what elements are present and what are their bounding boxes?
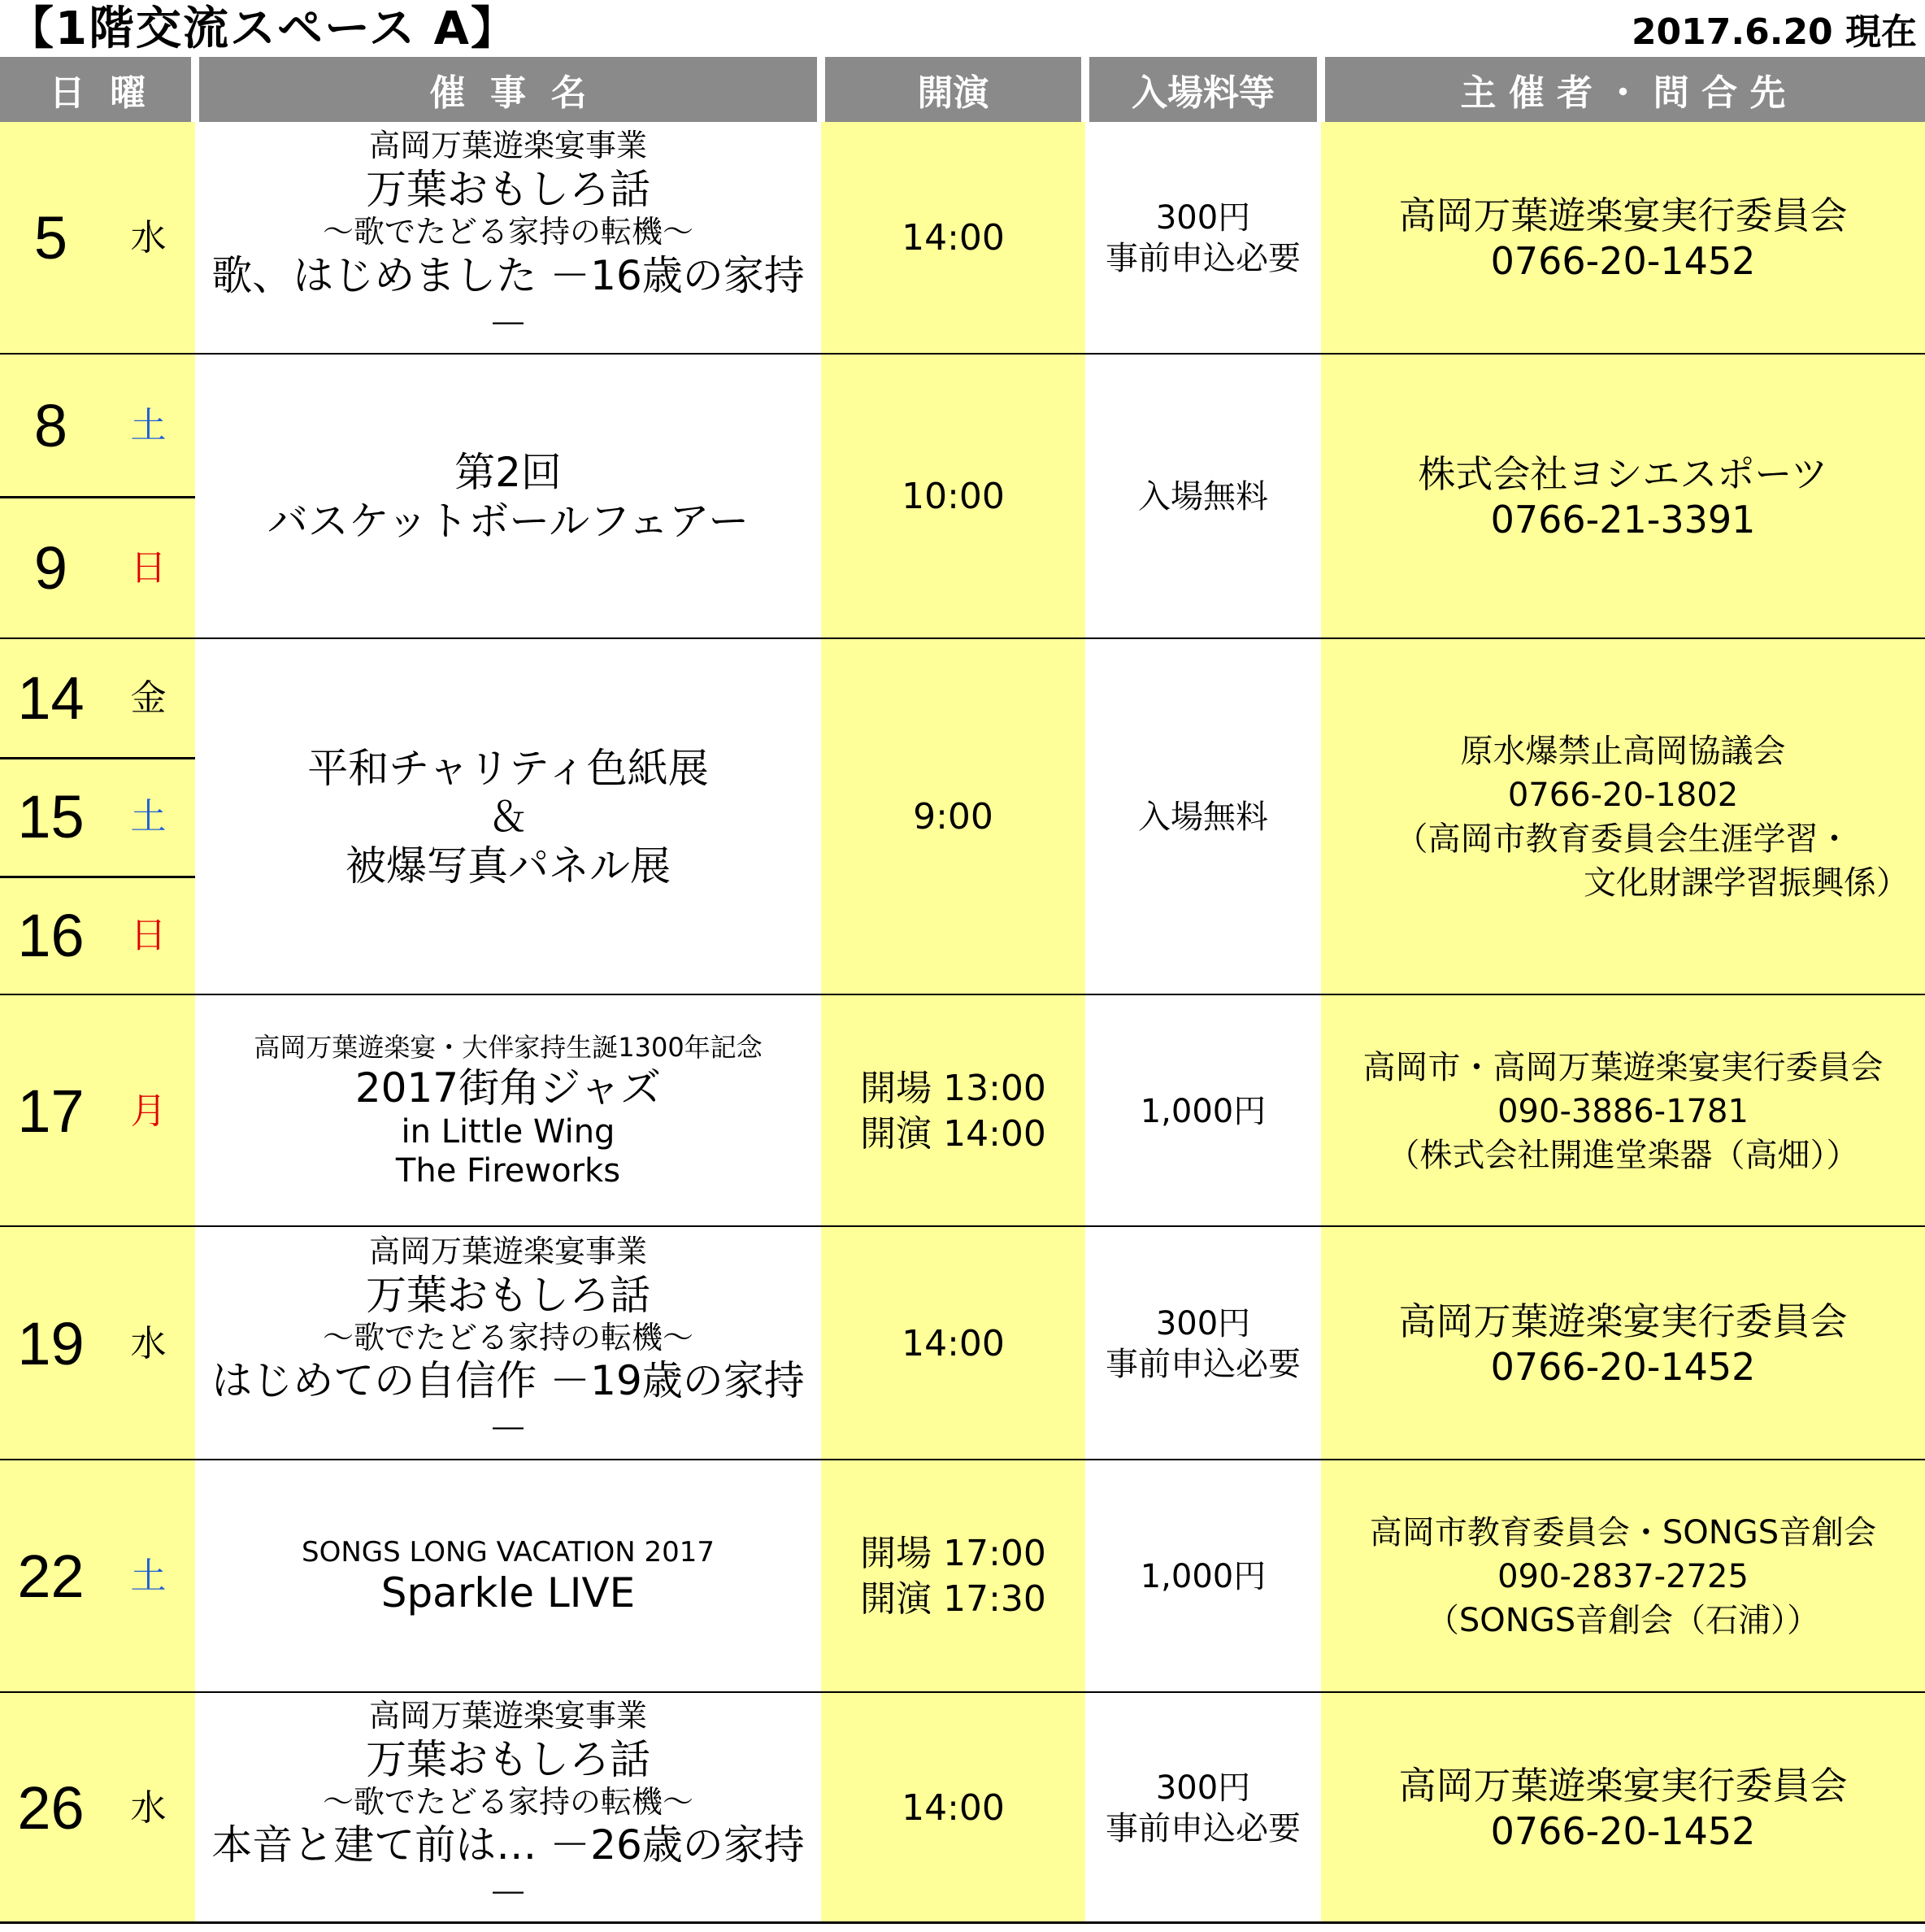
contact-phone: 0766-20-1452: [1490, 239, 1756, 283]
organizer-name: 株式会社ヨシエスポーツ: [1418, 452, 1828, 496]
organizer-name: （SONGS音創会（石浦））: [1426, 1602, 1820, 1639]
weekday-label: 土: [130, 796, 167, 838]
weekday-label: 土: [130, 1556, 167, 1597]
event-line: SONGS LONG VACATION 2017: [301, 1535, 715, 1569]
fee-cell: [1085, 1227, 1321, 1460]
weekday-label: 金: [130, 677, 167, 719]
admission-fee: 1,000円: [1140, 1092, 1267, 1130]
header-divider: [817, 57, 825, 122]
weekday-label: 土: [130, 404, 167, 446]
event-line: ＆: [488, 794, 528, 841]
date-cell: [0, 1227, 195, 1460]
header-organizer-contact: 主 催 者 ・ 問 合 先: [1321, 57, 1925, 122]
date-cell: [0, 995, 195, 1227]
organizer-name: 高岡万葉遊楽宴実行委員会: [1398, 194, 1848, 237]
day-number: 5: [33, 204, 68, 272]
event-line: Sparkle LIVE: [380, 1569, 636, 1617]
date-cell: [0, 122, 195, 355]
date-divider: [0, 757, 195, 759]
start-time-cell: [821, 995, 1085, 1227]
header-divider: [191, 57, 199, 122]
organizer-cell: [1321, 122, 1925, 355]
date-cell: [0, 355, 195, 497]
weekday-label: 水: [130, 217, 167, 259]
event-line: 高岡万葉遊楽宴事業: [368, 1697, 647, 1734]
organizer-name: 高岡万葉遊楽宴実行委員会: [1398, 1299, 1848, 1343]
start-time-cell: [821, 122, 1085, 355]
day-number: 22: [17, 1543, 85, 1610]
as-of-date: 2017.6.20 現在: [1631, 11, 1917, 53]
event-line: ～歌でたどる家持の転機～: [322, 1783, 693, 1820]
organizer-cell: [1321, 1460, 1925, 1693]
event-cell: [195, 639, 821, 995]
start-time-cell: [821, 639, 1085, 995]
day-number: 14: [17, 664, 85, 732]
start-time: 開場 17:00: [860, 1533, 1046, 1574]
day-number: 26: [17, 1773, 85, 1842]
start-time: 開場 13:00: [860, 1067, 1046, 1109]
event-line: 第2回: [454, 449, 562, 496]
row-divider: [0, 1921, 1925, 1924]
fee-cell: [1085, 1460, 1321, 1693]
date-cell: [0, 1693, 195, 1923]
event-line: 2017街角ジャズ: [354, 1064, 662, 1112]
organizer-name: 高岡市・高岡万葉遊楽宴実行委員会: [1362, 1048, 1884, 1086]
event-line: 高岡万葉遊楽宴・大伴家持生誕1300年記念: [254, 1032, 763, 1064]
organizer-name: （高岡市教育委員会生涯学習・: [1395, 820, 1851, 858]
event-line: in Little Wing: [401, 1112, 615, 1151]
header-divider: [1317, 57, 1325, 122]
fee-cell: [1085, 639, 1321, 995]
admission-fee: 1,000円: [1140, 1558, 1267, 1595]
organizer-cell: [1321, 1693, 1925, 1923]
start-time: 開演 14:00: [860, 1112, 1046, 1155]
organizer-name: 高岡万葉遊楽宴実行委員会: [1398, 1763, 1848, 1808]
organizer-name: 文化財課学習振興係）: [1584, 864, 1909, 902]
event-line: 歌、はじめました －16歳の家持－: [211, 251, 805, 348]
admission-fee: 入場無料: [1138, 478, 1268, 516]
weekday-label: 水: [130, 1786, 167, 1829]
organizer-name: 原水爆禁止高岡協議会: [1460, 733, 1786, 770]
contact-phone: 0766-20-1452: [1490, 1808, 1756, 1853]
date-divider: [0, 876, 195, 878]
start-time-cell: [821, 1693, 1085, 1923]
event-cell: [195, 1693, 821, 1923]
day-number: 9: [33, 533, 68, 602]
date-divider: [0, 496, 195, 498]
start-time: 開演 17:30: [860, 1578, 1046, 1620]
date-cell: [0, 758, 195, 877]
contact-phone: 0766-21-3391: [1490, 498, 1756, 542]
start-time: 14:00: [902, 1322, 1005, 1364]
event-line: 万葉おもしろ話: [366, 166, 650, 213]
event-line: ～歌でたどる家持の転機～: [322, 214, 693, 250]
admission-fee: 事前申込必要: [1106, 1809, 1301, 1847]
event-line: 万葉おもしろ話: [366, 1735, 650, 1783]
event-line: 万葉おもしろ話: [366, 1271, 650, 1319]
event-line: The Fireworks: [395, 1151, 621, 1190]
organizer-name: （株式会社開進堂楽器（高畑））: [1387, 1136, 1859, 1174]
day-number: 17: [17, 1077, 85, 1145]
contact-phone: 0766-20-1452: [1490, 1344, 1756, 1389]
admission-fee: 300円: [1155, 1304, 1251, 1342]
admission-fee: 事前申込必要: [1106, 1345, 1301, 1383]
fee-cell: [1085, 1693, 1321, 1923]
fee-cell: [1085, 122, 1321, 355]
organizer-cell: [1321, 995, 1925, 1227]
organizer-cell: [1321, 355, 1925, 639]
header-date-weekday: 日 曜: [0, 57, 195, 122]
fee-cell: [1085, 355, 1321, 639]
event-cell: [195, 1460, 821, 1693]
contact-phone: 090-2837-2725: [1497, 1558, 1749, 1595]
header-event-name: 催 事 名: [195, 57, 821, 122]
start-time: 14:00: [902, 217, 1005, 259]
event-cell: [195, 995, 821, 1227]
contact-phone: 090-3886-1781: [1497, 1092, 1749, 1130]
day-number: 15: [17, 783, 85, 851]
weekday-label: 水: [130, 1322, 167, 1364]
admission-fee: 300円: [1155, 199, 1251, 237]
admission-fee: 入場無料: [1138, 798, 1268, 836]
fee-cell: [1085, 995, 1321, 1227]
organizer-name: 高岡市教育委員会・SONGS音創会: [1369, 1514, 1877, 1551]
event-line: バスケットボールフェアー: [267, 498, 750, 545]
event-cell: [195, 1227, 821, 1460]
event-line: 本音と建て前は… －26歳の家持－: [211, 1821, 805, 1918]
date-cell: [0, 1460, 195, 1693]
header-start-time: 開演: [821, 57, 1085, 122]
event-cell: [195, 122, 821, 355]
contact-phone: 0766-20-1802: [1507, 777, 1739, 814]
day-number: 8: [33, 391, 68, 459]
start-time: 14:00: [902, 1786, 1005, 1829]
start-time: 10:00: [902, 476, 1005, 517]
organizer-cell: [1321, 1227, 1925, 1460]
weekday-label: 月: [130, 1090, 167, 1132]
event-schedule-table: [0, 57, 1925, 1932]
event-line: 平和チャリティ色紙展: [307, 745, 709, 792]
event-line: ～歌でたどる家持の転機～: [322, 1319, 693, 1355]
day-number: 19: [17, 1309, 85, 1377]
organizer-cell: [1321, 639, 1925, 995]
admission-fee: 事前申込必要: [1106, 240, 1301, 277]
event-line: はじめての自信作 －19歳の家持－: [211, 1357, 805, 1454]
start-time-cell: [821, 355, 1085, 639]
event-cell: [195, 355, 821, 639]
page-title: 【1階交流スペース A】: [8, 2, 519, 55]
weekday-label: 日: [130, 915, 167, 956]
date-cell: [0, 497, 195, 639]
start-time-cell: [821, 1227, 1085, 1460]
header-divider: [1081, 57, 1089, 122]
date-cell: [0, 877, 195, 995]
event-line: 高岡万葉遊楽宴事業: [368, 1233, 647, 1269]
event-line: 高岡万葉遊楽宴事業: [368, 128, 647, 164]
weekday-label: 日: [130, 546, 167, 589]
header-admission-fee: 入場料等: [1085, 57, 1321, 122]
day-number: 16: [17, 902, 85, 969]
date-cell: [0, 639, 195, 758]
start-time: 9:00: [913, 796, 993, 838]
event-line: 被爆写真パネル展: [345, 842, 671, 890]
admission-fee: 300円: [1155, 1769, 1251, 1807]
start-time-cell: [821, 1460, 1085, 1693]
